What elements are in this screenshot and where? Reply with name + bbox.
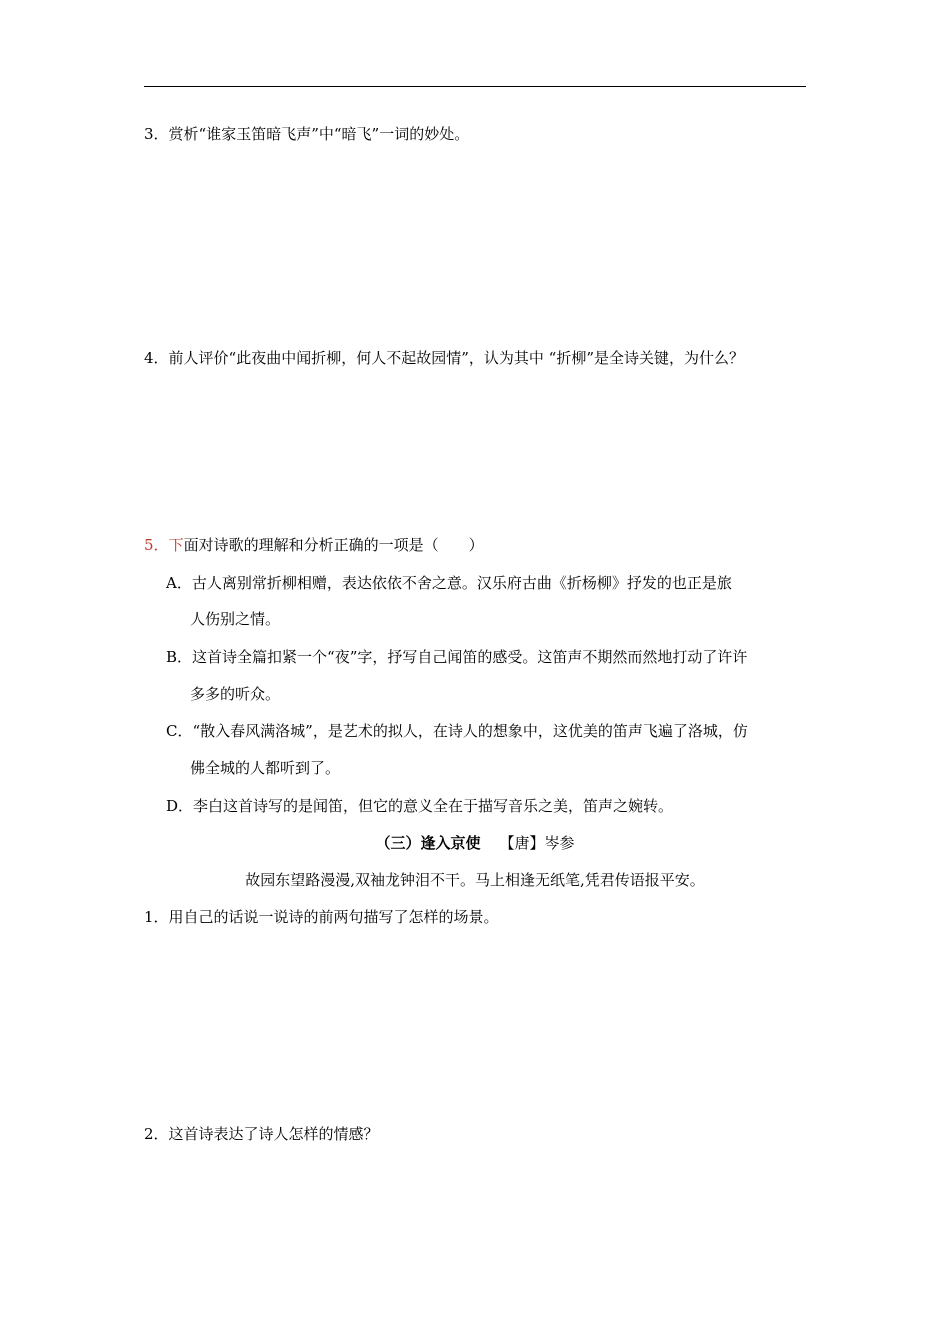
option-a-line2: 人伤别之情。 [190, 610, 281, 628]
question-4: 4．前人评价“此夜曲中闻折柳，何人不起故园情”，认为其中 “折柳”是全诗关键，为什么？ [144, 349, 744, 367]
option-b-line1: B．这首诗全篇扣紧一个“夜”字，抒写自己闻笛的感受。这笛声不期然而然地打动了许许 [166, 648, 748, 666]
question-5 [144, 535, 484, 555]
header-rule [144, 86, 806, 87]
poem-author: 【唐】岑参 [499, 834, 575, 852]
option-b-line2: 多多的听众。 [190, 685, 281, 703]
poem-title-text: （三）逢入京使 [375, 834, 481, 852]
question-3-1: 1．用自己的话说一说诗的前两句描写了怎样的场景。 [144, 908, 499, 926]
question-5-number: 5． [144, 536, 169, 554]
question-5-text: 面对诗歌的理解和分析正确的一项是（ ） [183, 536, 484, 554]
question-3: 3．赏析“谁家玉笛暗飞声”中“暗飞”一词的妙处。 [144, 125, 470, 143]
poem-title [0, 833, 950, 853]
question-3-2: 2．这首诗表达了诗人怎样的情感？ [144, 1125, 379, 1143]
option-c-line2: 佛全城的人都听到了。 [190, 759, 341, 777]
question-5-first-char: 下 [168, 536, 184, 554]
option-a-line1: A．古人离别常折柳相赠，表达依依不舍之意。汉乐府古曲《折杨柳》抒发的也正是旅 [166, 574, 732, 592]
poem-text: 故园东望路漫漫,双袖龙钟泪不干。马上相逢无纸笔,凭君传语报平安。 [245, 871, 705, 889]
option-d-line1: D．李白这首诗写的是闻笛，但它的意义全在于描写音乐之美，笛声之婉转。 [166, 797, 674, 815]
option-c-line1: C．“散入春风满洛城”，是艺术的拟人，在诗人的想象中，这优美的笛声飞遍了洛城，仿 [166, 722, 748, 740]
